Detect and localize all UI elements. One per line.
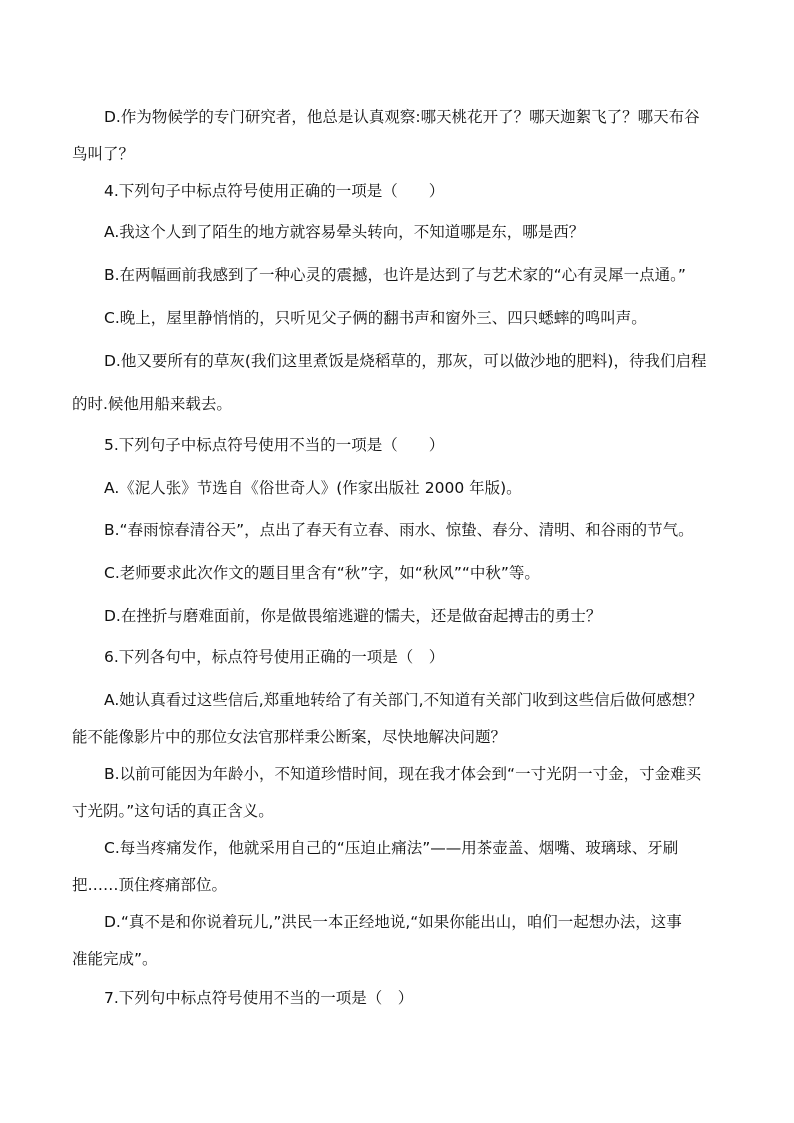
option-6d-line1: D.“真不是和你说着玩儿,”洪民一本正经地说,“如果你能出山，咱们一起想办法，这事 (104, 913, 682, 931)
option-4b: B.在两幅画前我感到了一种心灵的震撼，也许是达到了与艺术家的“心有灵犀一点通。” (104, 266, 686, 284)
option-q4d-line2: 的时.候他用船来载去。 (72, 395, 232, 413)
option-4a: A.我这个人到了陌生的地方就容易晕头转向，不知道哪是东，哪是西？ (104, 223, 585, 241)
option-4c: C.晚上，屋里静悄悄的，只听见父子俩的翻书声和窗外三、四只蟋蟀的鸣叫声。 (104, 309, 647, 327)
option-6b-line1: B.以前可能因为年龄小，不知道珍惜时间，现在我才体会到“一寸光阴一寸金，寸金难买 (104, 765, 702, 783)
question-5-title: 5.下列句子中标点符号使用不当的一项是（ ） (104, 436, 445, 454)
option-6b-line2: 寸光阴。”这句话的真正含义。 (72, 802, 274, 820)
option-6c-line1: C.每当疼痛发作，他就采用自己的“压迫止痛法”——用茶壶盖、烟嘴、玻璃球、牙刷 (104, 839, 679, 857)
option-6d-line2: 准能完成”。 (72, 950, 158, 968)
option-5d: D.在挫折与磨难面前，你是做畏缩逃避的懦夫，还是做奋起搏击的勇士？ (104, 607, 602, 625)
option-4d-line2: 鸟叫了？ (72, 145, 135, 163)
option-5b: B.“春雨惊春清谷天”，点出了春天有立春、雨水、惊蛰、春分、清明、和谷雨的节气。 (104, 521, 694, 539)
option-q4d-line1: D.他又要所有的草灰(我们这里煮饭是烧稻草的，那灰，可以做沙地的肥料)，待我们启程 (104, 352, 707, 370)
question-4-title: 4.下列句子中标点符号使用正确的一项是（ ） (104, 182, 445, 200)
option-5c: C.老师要求此次作文的题目里含有“秋”字，如“秋风”“中秋”等。 (104, 564, 540, 582)
option-6c-line2: 把……顶住疼痛部位。 (72, 876, 228, 894)
option-6a-line1: A.她认真看过这些信后,郑重地转给了有关部门,不知道有关部门收到这些信后做何感想？ (104, 691, 703, 709)
question-6-title: 6.下列各句中，标点符号使用正确的一项是（ ） (104, 648, 445, 666)
option-4d-line1: D.作为物候学的专门研究者，他总是认真观察:哪天桃花开了？哪天迦絮飞了？哪天布谷 (104, 108, 700, 126)
option-6a-line2: 能不能像影片中的那位女法官那样秉公断案，尽快地解决问题？ (72, 728, 507, 746)
option-5a: A.《泥人张》节选自《俗世奇人》(作家出版社 2000 年版)。 (104, 479, 522, 497)
question-7-title: 7.下列句中标点符号使用不当的一项是（ ） (104, 989, 414, 1007)
